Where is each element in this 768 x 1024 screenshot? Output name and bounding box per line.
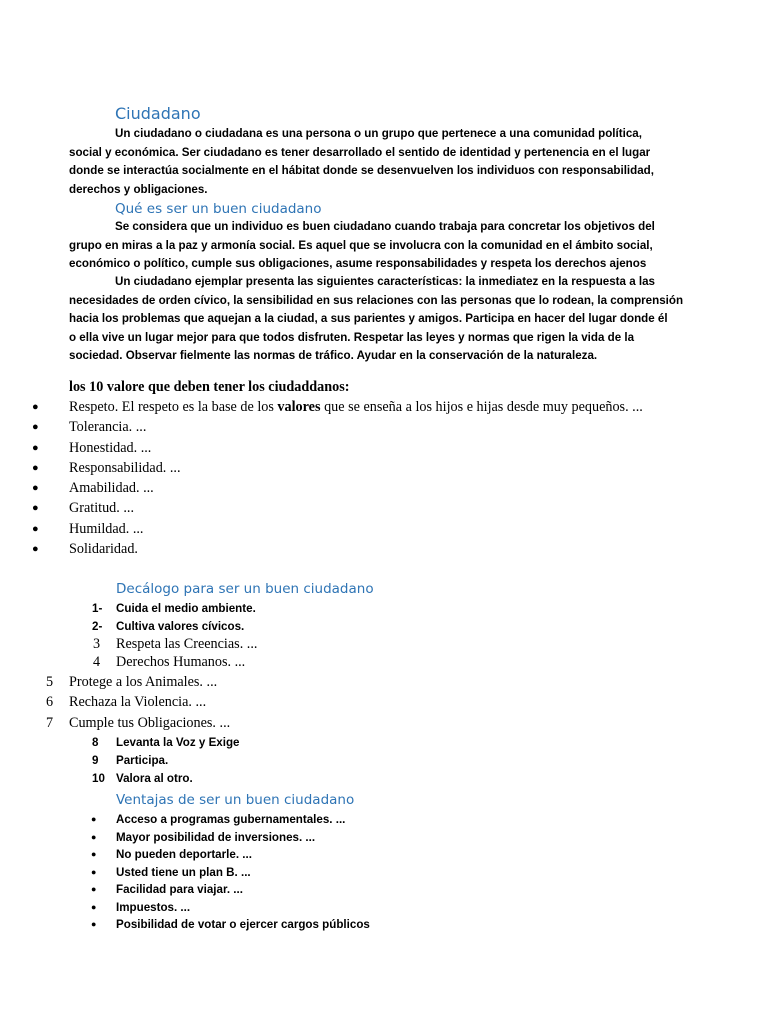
bullet-icon: ● xyxy=(91,814,97,824)
item-text: Derechos Humanos. ... xyxy=(116,654,246,670)
bullet-icon: ● xyxy=(32,502,39,515)
section-heading-ventajas: Ventajas de ser un buen ciudadano xyxy=(116,792,355,808)
paragraph-line: o ella vive un lugar mejor para que todos disfruten. Respetar las leyes y normas que rigen la vida de la xyxy=(69,330,635,344)
value-text: Gratitud. ... xyxy=(69,500,135,517)
ventaja-text: Posibilidad de votar o ejercer cargos públicos xyxy=(116,918,370,931)
bullet-icon: ● xyxy=(32,441,39,454)
intro-line: social y económica. Ser ciudadano es tener desarrollado el sentido de identidad y pertenencia en el lugar xyxy=(69,145,651,159)
bullet-icon: ● xyxy=(32,461,39,474)
paragraph-line: sociedad. Observar fielmente las normas de tráfico. Ayudar en la conservación de la naturaleza. xyxy=(69,349,598,363)
bullet-icon: ● xyxy=(91,849,97,859)
paragraph-line: económico o político, cumple sus obligaciones, asume responsabilidades y respeta los derechos ajenos xyxy=(69,257,647,271)
intro-line: Un ciudadano o ciudadana es una persona o un grupo que pertenece a una comunidad política, xyxy=(115,127,642,140)
paragraph-line: Se considera que un individuo es buen ciudadano cuando trabaja para concretar los objetivos del xyxy=(115,220,655,233)
buen-ciudadano-paragraph-1 xyxy=(69,218,709,274)
ventaja-text: Mayor posibilidad de inversiones. ... xyxy=(116,830,316,844)
item-number: 7 xyxy=(46,714,54,731)
intro-line: donde se interactúa socialmente en el hábitat donde se desenvuelven los individuos con responsabilidad, xyxy=(69,164,654,178)
buen-ciudadano-paragraph-2 xyxy=(69,273,709,366)
value-text-bold: valores xyxy=(277,399,321,415)
paragraph-line: hacia los problemas que aquejan a la ciudad, a sus parientes y amigos. Participa en hacer del lugar donde él xyxy=(69,312,668,326)
item-text: Protege a los Animales. ... xyxy=(69,674,218,690)
value-text: Solidaridad. xyxy=(69,541,138,558)
bullet-icon: ● xyxy=(32,522,39,535)
ventaja-text: Impuestos. ... xyxy=(116,900,191,914)
paragraph-line: Un ciudadano ejemplar presenta las siguientes características: la inmediatez en la respuesta a las xyxy=(115,275,655,288)
item-text: Respeta las Creencias. ... xyxy=(116,636,258,652)
paragraph-line: necesidades de orden cívico, la sensibilidad en sus relaciones con las personas que lo rodean, la comprensión xyxy=(69,293,684,307)
page-title: Ciudadano xyxy=(115,104,201,123)
value-text: Responsabilidad. ... xyxy=(69,459,181,476)
paragraph-line: grupo en miras a la paz y armonía social. Es aquel que se involucra con la comunidad en el ámbito social, xyxy=(69,238,653,252)
item-number: 5 xyxy=(46,674,54,690)
value-text: Amabilidad. ... xyxy=(69,480,154,497)
values-title: los 10 valore que deben tener los ciudaddanos: xyxy=(69,379,350,395)
item-text: Valora al otro. xyxy=(116,772,193,785)
item-text: Levanta la Voz y Exige xyxy=(116,736,240,749)
item-number: 4 xyxy=(93,654,101,670)
bullet-icon: ● xyxy=(91,831,97,842)
section-heading-decalogo: Decálogo para ser un buen ciudadano xyxy=(116,581,374,597)
item-number: 2- xyxy=(92,619,103,633)
intro-paragraph xyxy=(69,125,709,199)
ventaja-text: Acceso a programas gubernamentales. ... xyxy=(116,813,346,826)
item-number: 3 xyxy=(93,636,101,652)
ventaja-text: No pueden deportarle. ... xyxy=(116,848,252,861)
item-number: 8 xyxy=(92,736,99,749)
value-text: Respeto. El respeto es la base de los xyxy=(69,399,278,415)
section-heading-buen-ciudadano: Qué es ser un buen ciudadano xyxy=(115,201,322,217)
bullet-icon: ● xyxy=(32,401,39,413)
item-number: 10 xyxy=(92,772,105,785)
value-text: Honestidad. ... xyxy=(69,439,152,456)
bullet-icon: ● xyxy=(32,421,39,434)
item-number: 9 xyxy=(92,754,99,767)
item-text: Cumple tus Obligaciones. ... xyxy=(69,714,231,731)
bullet-icon: ● xyxy=(91,901,97,912)
item-text: Rechaza la Violencia. ... xyxy=(69,694,207,711)
ventaja-text: Usted tiene un plan B. ... xyxy=(116,865,251,879)
value-text: que se enseña a los hijos e hijas desde muy pequeños. ... xyxy=(320,399,643,415)
item-text: Participa. xyxy=(116,754,169,767)
bullet-icon: ● xyxy=(91,884,97,894)
value-text: Tolerancia. ... xyxy=(69,419,147,436)
item-number: 6 xyxy=(46,694,54,711)
intro-line: derechos y obligaciones. xyxy=(69,182,208,196)
ventaja-text: Facilidad para viajar. ... xyxy=(116,883,243,896)
item-number: 1- xyxy=(92,602,103,615)
bullet-icon: ● xyxy=(32,482,39,495)
item-text: Cuida el medio ambiente. xyxy=(116,602,256,615)
bullet-icon: ● xyxy=(91,919,97,929)
bullet-icon: ● xyxy=(91,866,97,877)
value-text: Humildad. ... xyxy=(69,520,144,537)
bullet-icon: ● xyxy=(32,543,39,556)
item-text: Cultiva valores cívicos. xyxy=(116,619,245,633)
